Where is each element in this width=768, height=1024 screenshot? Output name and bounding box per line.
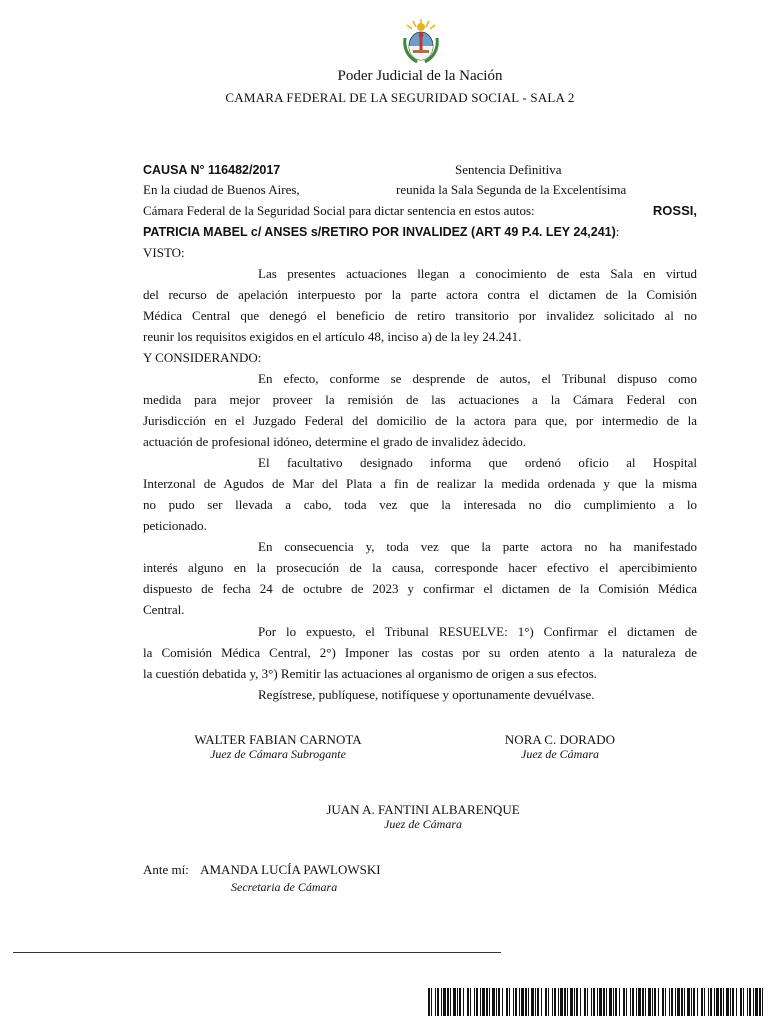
signer-name: AMANDA LUCÍA PAWLOWSKI bbox=[200, 862, 381, 877]
body-line: Las presentes actuaciones llegan a conocimiento de esta Sala en virtud bbox=[258, 266, 697, 281]
body-line: Por lo expuesto, el Tribunal RESUELVE: 1°) Confirmar el dictamen de bbox=[258, 624, 697, 639]
body-line: Interzonal de Agudos de Mar del Plata a fin de realizar la medida ordenada y que la misma bbox=[143, 476, 697, 491]
body-line: reunir los requisitos exigidos en el artículo 48, inciso a) de la ley 24.241. bbox=[143, 329, 522, 344]
body-line: peticionado. bbox=[143, 518, 207, 533]
text-fragment: : bbox=[615, 224, 620, 239]
text-fragment: reunida la Sala Segunda de la Excelentísima bbox=[396, 182, 627, 197]
causa-row bbox=[143, 160, 697, 180]
body-line bbox=[143, 180, 697, 200]
coat-of-arms-icon bbox=[397, 18, 445, 66]
body-line: Regístrese, publíquese, notifíquese y oportunamente devuélvase. bbox=[258, 687, 595, 702]
barcode-icon bbox=[428, 988, 764, 1016]
section-heading: VISTO: bbox=[143, 245, 185, 260]
signature-block bbox=[143, 862, 381, 894]
body-line: El facultativo designado informa que ordenó oficio al Hospital bbox=[258, 455, 697, 470]
body-line: medida para mejor proveer la remisión de las actuaciones a la Cámara Federal con bbox=[143, 392, 697, 407]
case-title: PATRICIA MABEL c/ ANSES s/RETIRO POR INVALIDEZ (ART 49 P.4. LEY 24,241) bbox=[143, 225, 616, 239]
body-line: Jurisdicción en el Juzgado Federal del domicilio de la actora para que, por intermedio de la bbox=[143, 413, 697, 428]
attestation-prefix: Ante mí: bbox=[143, 862, 189, 877]
body-line: actuación de profesional idóneo, determine el grado de invalidez àdecido. bbox=[143, 434, 526, 449]
body-line bbox=[143, 222, 697, 242]
signer-role: Secretaria de Cámara bbox=[231, 880, 338, 894]
text-fragment: Cámara Federal de la Seguridad Social para dictar sentencia en estos autos: bbox=[143, 203, 535, 218]
body-line: la cuestión debatida y, 3°) Remitir las actuaciones al organismo de origen a sus efectos. bbox=[143, 666, 597, 681]
text-fragment: En la ciudad de Buenos Aires, bbox=[143, 182, 300, 197]
body-line: Central. bbox=[143, 602, 185, 617]
signer-name: WALTER FABIAN CARNOTA bbox=[194, 732, 362, 747]
signer-name: JUAN A. FANTINI ALBARENQUE bbox=[326, 802, 520, 817]
case-title-part: ROSSI, bbox=[652, 203, 697, 218]
body-line: del recurso de apelación interpuesto por la parte actora contra el dictamen de la Comisión bbox=[143, 287, 697, 302]
body-line: En efecto, conforme se desprende de autos, el Tribunal dispuso como bbox=[258, 371, 697, 386]
signer-role: Juez de Cámara bbox=[521, 747, 599, 761]
signer-name: NORA C. DORADO bbox=[504, 732, 616, 747]
body-line: interés alguno en la prosecución de la causa, corresponde hacer efectivo el apercibimiento bbox=[143, 560, 697, 575]
divider bbox=[13, 952, 501, 953]
body-line: no pudo ser llevada a cabo, toda vez que la interesada no dio cumplimiento a lo bbox=[143, 497, 697, 512]
court-chamber: CAMARA FEDERAL DE LA SEGURIDAD SOCIAL - SALA 2 bbox=[225, 90, 575, 105]
signer-role: Juez de Cámara bbox=[384, 817, 462, 831]
signature-block bbox=[170, 732, 386, 761]
section-heading: Y CONSIDERANDO: bbox=[143, 350, 262, 365]
body-line: dispuesto de fecha 24 de octubre de 2023 y confirmar el dictamen de la Comisión Médica bbox=[143, 581, 697, 596]
body-line: la Comisión Médica Central, 2°) Imponer las costas por su orden atento a la naturaleza de bbox=[143, 645, 697, 660]
sentence-type: Sentencia Definitiva bbox=[455, 162, 562, 177]
causa-number: CAUSA N° 116482/2017 bbox=[143, 163, 281, 177]
signature-block bbox=[470, 732, 650, 761]
body-line: Médica Central que denegó el beneficio de retiro transitorio por invalidez solicitado al no bbox=[143, 308, 697, 323]
signature-block bbox=[290, 802, 556, 831]
signer-role: Juez de Cámara Subrogante bbox=[210, 747, 346, 761]
body-line: En consecuencia y, toda vez que la parte actora no ha manifestado bbox=[258, 539, 697, 554]
court-name: Poder Judicial de la Nación bbox=[337, 68, 503, 84]
body-line bbox=[143, 201, 697, 221]
